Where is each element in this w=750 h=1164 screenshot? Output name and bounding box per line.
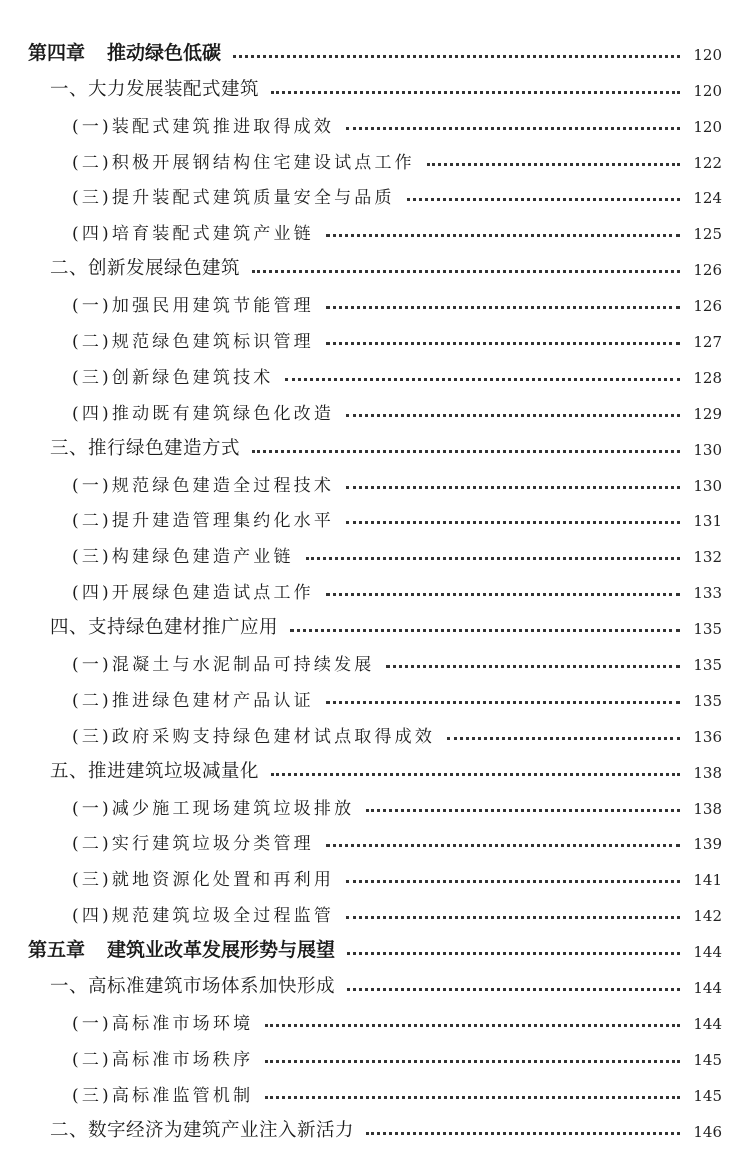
dot-leader [290,629,680,632]
dot-leader [407,198,680,201]
page-number: 138 [693,763,722,782]
dot-leader [346,486,680,489]
page-number: 145 [693,1050,722,1069]
toc-subsection-entry[interactable] [0,783,750,819]
page-number: 130 [693,476,722,495]
dot-leader [285,378,680,381]
page-number: 144 [693,1014,722,1033]
toc-entry-title [28,935,335,962]
toc-chapter-entry[interactable] [0,926,750,962]
toc-subsection-entry[interactable] [0,998,750,1034]
toc-subsection-entry[interactable] [0,819,750,855]
dot-leader [366,809,680,812]
toc-entry-title: 三、推行绿色建造方式 [50,437,241,459]
dot-leader [265,1060,680,1063]
dot-leader [326,234,680,237]
toc-subsection-entry[interactable] [0,496,750,532]
dot-leader [447,737,680,740]
dot-leader [326,701,680,704]
page-number: 144 [693,979,722,998]
page-number: 135 [693,691,722,710]
toc-subsection-entry[interactable] [0,137,750,173]
toc-subsection-entry[interactable] [0,460,750,496]
page-number: 145 [693,1086,722,1105]
dot-leader [233,55,680,58]
page-number: 125 [693,225,722,244]
toc-subsection-entry[interactable] [0,280,750,316]
page-number: 136 [693,727,722,746]
toc-subsection-entry[interactable] [0,711,750,747]
toc-subsection-entry[interactable] [0,1034,750,1070]
toc-subsection-entry[interactable] [0,208,750,244]
toc-entry-title: (四)规范建筑垃圾全过程监管 [72,906,335,927]
toc-entry-title: 四、支持绿色建材推广应用 [50,617,279,639]
dot-leader [326,306,680,309]
page-number: 129 [693,404,722,423]
toc-entry-title: (三)创新绿色建筑技术 [72,367,274,388]
toc-subsection-entry[interactable] [0,890,750,926]
toc-section-entry[interactable] [0,65,750,101]
toc-entry-title: (二)高标准市场秩序 [72,1049,254,1070]
dot-leader [326,844,680,847]
page-number: 133 [693,584,722,603]
page-number: 126 [693,297,722,316]
page-number: 131 [693,512,722,531]
toc-entry-title: (二)实行建筑垃圾分类管理 [72,834,314,855]
toc-subsection-entry[interactable] [0,316,750,352]
toc-entry-title: (四)培育装配式建筑产业链 [72,224,314,245]
dot-leader [346,916,680,919]
toc-entry-title: (二)提升建造管理集约化水平 [72,511,335,532]
toc-entry-title: 二、创新发展绿色建筑 [50,258,241,280]
chapter-number: 第五章 [28,939,86,962]
toc-entry-title: 一、高标准建筑市场体系加快形成 [50,976,336,998]
toc-entry-title: (二)规范绿色建筑标识管理 [72,332,314,353]
chapter-title: 建筑业改革发展形势与展望 [107,939,336,962]
toc-subsection-entry[interactable] [0,388,750,424]
toc-entry-title: (二)推进绿色建材产品认证 [72,690,314,711]
toc-section-entry[interactable] [0,244,750,280]
toc-subsection-entry[interactable] [0,675,750,711]
page-number: 135 [693,656,722,675]
dot-leader [346,521,680,524]
page-number: 122 [693,153,722,172]
table-of-contents [0,29,750,1142]
page-number: 138 [693,799,722,818]
toc-entry-title: (四)开展绿色建造试点工作 [72,583,314,604]
chapter-title: 推动绿色低碳 [107,41,222,64]
dot-leader [346,414,680,417]
page-number: 126 [693,261,722,280]
toc-subsection-entry[interactable] [0,639,750,675]
dot-leader [306,557,680,560]
dot-leader [265,1096,680,1099]
toc-entry-title: 一、大力发展装配式建筑 [50,78,260,100]
toc-section-entry[interactable] [0,1106,750,1142]
toc-section-entry[interactable] [0,747,750,783]
toc-entry-title: (二)积极开展钢结构住宅建设试点工作 [72,152,415,173]
toc-subsection-entry[interactable] [0,531,750,567]
toc-entry-title: (三)政府采购支持绿色建材试点取得成效 [72,726,436,747]
toc-section-entry[interactable] [0,962,750,998]
toc-section-entry[interactable] [0,603,750,639]
toc-entry-title: (一)加强民用建筑节能管理 [72,296,314,317]
dot-leader [347,952,680,955]
page-number: 128 [693,368,722,387]
toc-entry-title: 二、数字经济为建筑产业注入新活力 [50,1119,355,1141]
dot-leader [347,988,680,991]
toc-subsection-entry[interactable] [0,352,750,388]
page-number: 144 [693,943,722,962]
toc-entry-title: (三)构建绿色建造产业链 [72,547,294,568]
toc-entry-title: (一)装配式建筑推进取得成效 [72,116,335,137]
page-number: 132 [693,548,722,567]
dot-leader [346,127,680,130]
toc-entry-title: (三)高标准监管机制 [72,1085,254,1106]
toc-entry-title: (一)规范绿色建造全过程技术 [72,475,335,496]
toc-entry-title: (一)减少施工现场建筑垃圾排放 [72,798,355,819]
toc-entry-title: 五、推进建筑垃圾减量化 [50,760,260,782]
toc-entry-title: (四)推动既有建筑绿色化改造 [72,403,335,424]
dot-leader [252,450,680,453]
toc-entry-title: (一)混凝土与水泥制品可持续发展 [72,655,375,676]
page-number: 130 [693,440,722,459]
page-number: 120 [693,45,722,64]
page-number: 141 [693,871,722,890]
dot-leader [252,270,680,273]
toc-entry-title: (三)就地资源化处置和再利用 [72,870,335,891]
toc-entry-title: (一)高标准市场环境 [72,1013,254,1034]
page-number: 127 [693,333,722,352]
page-number: 135 [693,620,722,639]
toc-subsection-entry[interactable] [0,101,750,137]
page-number: 142 [693,907,722,926]
page-number: 139 [693,835,722,854]
dot-leader [386,665,680,668]
page-number: 146 [693,1122,722,1141]
page-number: 124 [693,189,722,208]
toc-entry-title [28,38,221,65]
dot-leader [271,91,680,94]
toc-entry-title: (三)提升装配式建筑质量安全与品质 [72,188,395,209]
toc-subsection-entry[interactable] [0,567,750,603]
dot-leader [271,773,680,776]
page-number: 120 [693,81,722,100]
page-number: 120 [693,117,722,136]
toc-subsection-entry[interactable] [0,854,750,890]
dot-leader [366,1132,680,1135]
dot-leader [326,593,680,596]
dot-leader [346,880,680,883]
toc-chapter-entry[interactable] [0,29,750,65]
toc-section-entry[interactable] [0,424,750,460]
toc-subsection-entry[interactable] [0,1070,750,1106]
dot-leader [265,1024,680,1027]
dot-leader [427,163,680,166]
chapter-number: 第四章 [28,41,86,64]
toc-subsection-entry[interactable] [0,173,750,209]
dot-leader [326,342,680,345]
